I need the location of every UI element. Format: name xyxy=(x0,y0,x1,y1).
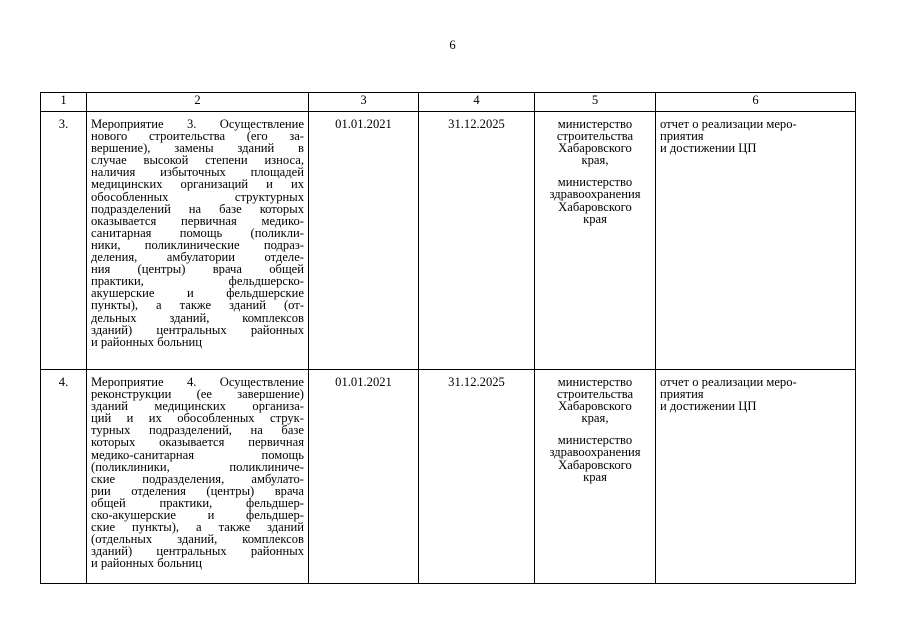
description-line: акушерские и фельдшерские xyxy=(91,286,304,301)
start-date: 01.01.2021 xyxy=(309,370,419,584)
executor-line: министерство xyxy=(557,175,633,190)
executor-line: министерство xyxy=(557,375,633,389)
header-cell: 1 xyxy=(41,93,87,112)
executor-line: министерство xyxy=(557,117,633,131)
description-line: случае высокой степени износа, xyxy=(91,153,304,168)
executor-line: Хабаровского xyxy=(558,141,632,156)
executor-line: строительства xyxy=(556,129,634,144)
description-line: ния (центры) врача общей xyxy=(91,262,304,277)
description-line: обособленных структурных xyxy=(91,189,304,204)
description-line: вершение), замены зданий в xyxy=(91,141,304,156)
executor-line: строительства xyxy=(556,387,634,402)
description-line: которых оказывается первичная xyxy=(91,435,304,450)
header-cell: 2 xyxy=(87,93,309,112)
header-cell: 3 xyxy=(309,93,419,112)
table-row xyxy=(41,370,856,584)
description-line: зданий) центральных районных xyxy=(91,322,304,337)
description-line: санитарная помощь (поликли- xyxy=(91,225,304,240)
description-line: ций и их обособленных струк- xyxy=(91,411,304,426)
description-line: ские подразделения, амбулато- xyxy=(91,471,304,486)
header-cell: 5 xyxy=(535,93,656,112)
header-row xyxy=(41,93,856,112)
executor-line: здравоохранения xyxy=(549,187,641,202)
executor-line: министерство xyxy=(557,433,633,448)
result-line: отчет о реализации меро- xyxy=(660,117,797,131)
executor-line: Хабаровского xyxy=(558,199,632,214)
description-line: Мероприятие 4. Осуществление xyxy=(91,375,304,389)
page-number: 6 xyxy=(449,38,456,52)
executor-line: Хабаровского xyxy=(558,399,632,414)
header-cell: 4 xyxy=(419,93,535,112)
description-line: турных подразделений, на базе xyxy=(91,423,304,438)
description-line: практики, фельдшерско- xyxy=(91,274,304,289)
start-date: 01.01.2021 xyxy=(309,112,419,370)
description-line: общей практики, фельдшер- xyxy=(91,495,304,510)
description-line: зданий) центральных районных xyxy=(91,544,304,559)
responsible-executors xyxy=(535,370,656,584)
description-line: и районных больниц xyxy=(91,556,202,571)
description-line: наличия избыточных площадей xyxy=(91,165,304,180)
header-cell: 6 xyxy=(656,93,856,112)
expected-result xyxy=(656,112,856,370)
measure-description xyxy=(87,370,309,584)
description-line: ники, поликлинические подраз- xyxy=(91,237,304,252)
description-line: и районных больниц xyxy=(91,334,202,349)
executor-line: края xyxy=(583,469,607,484)
description-line: реконструкции (ее завершение) xyxy=(91,387,304,402)
executor-line: края, xyxy=(581,153,609,168)
responsible-executors xyxy=(535,112,656,370)
description-line: (отдельных зданий, комплексов xyxy=(91,532,304,547)
expected-result xyxy=(656,370,856,584)
description-line: рии отделения (центры) врача xyxy=(91,483,304,498)
description-line: дельных зданий, комплексов xyxy=(91,310,304,325)
end-date: 31.12.2025 xyxy=(419,112,535,370)
description-line: ские пункты), а также зданий xyxy=(91,520,304,535)
result-line: приятия xyxy=(660,129,704,144)
result-line: и достижении ЦП xyxy=(660,399,757,414)
description-line: медико-санитарная помощь xyxy=(91,447,304,462)
description-line: оказывается первичная медико- xyxy=(91,213,304,228)
result-line: приятия xyxy=(660,387,704,402)
description-line: ско-акушерские и фельдшер- xyxy=(91,508,304,523)
description-line: деления, амбулатории отделе- xyxy=(91,250,304,265)
description-line: подразделений на базе которых xyxy=(91,201,304,216)
table-row xyxy=(41,112,856,370)
description-line: нового строительства (его за- xyxy=(91,129,304,144)
row-number: 4. xyxy=(41,370,87,584)
executor-line: Хабаровского xyxy=(558,457,632,472)
measure-description xyxy=(87,112,309,370)
description-line: (поликлиники, поликлиниче- xyxy=(91,459,304,474)
description-line: пункты), а также зданий (от- xyxy=(91,298,304,313)
end-date: 31.12.2025 xyxy=(419,370,535,584)
description-line: зданий медицинских организа- xyxy=(91,399,304,414)
row-number: 3. xyxy=(41,112,87,370)
description-line: медицинских организаций и их xyxy=(91,177,304,192)
description-line: Мероприятие 3. Осуществление xyxy=(91,117,304,131)
measures-table xyxy=(40,92,856,584)
result-line: отчет о реализации меро- xyxy=(660,375,797,389)
executor-line: края xyxy=(583,211,607,226)
executor-line: здравоохранения xyxy=(549,445,641,460)
result-line: и достижении ЦП xyxy=(660,141,757,156)
executor-line: края, xyxy=(581,411,609,426)
